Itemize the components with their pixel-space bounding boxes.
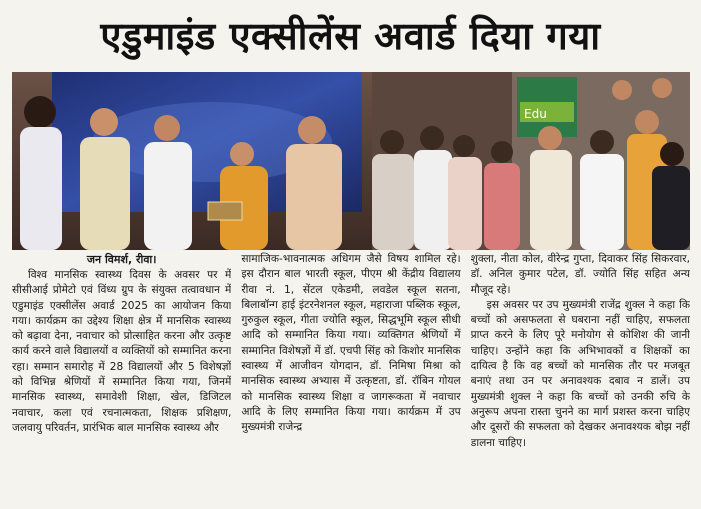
banner-text: Edu xyxy=(524,107,547,121)
paragraph: शुक्ला, नीता कोल, वीरेन्द्र गुप्ता, दिवाकर सिंह सिकरवार, डॉ. अनिल कुमार पटेल, डॉ. ज्योति सिंह सहित अन्य मौजूद रहे। xyxy=(470,253,690,296)
award-ceremony-photo xyxy=(12,72,690,250)
column-3 xyxy=(471,252,690,502)
column-1 xyxy=(12,252,231,502)
column-2 xyxy=(241,252,460,502)
paragraph: इस अवसर पर उप मुख्यमंत्री राजेंद्र शुक्ल ने कहा कि बच्चों को असफलता से घबराना नहीं चाहिए, सफलता प्राप्त करने के लिए पूरे मनोयोग से कोशिश की जानी चाहिए। उन्होंने कहा कि अभिभावकों व शिक्षकों का दायित्व है कि वह बच्चों को मानसिक तौर पर मजबूत बनाएं तथा उन पर अनावश्यक दबाव न डालें। उप मुख्यमंत्री शुक्ल ने कहा कि बच्चों को उनकी रुचि के अनुरूप अपना रास्ता चुनने का मार्ग प्रशस्त करना चाहिए और दूसरों की सफलता को देखकर अनावश्यक बोझ नहीं डालना चाहिए। xyxy=(470,298,690,449)
paragraph: सामाजिक-भावनात्मक अधिगम जैसे विषय शामिल रहे। इस दौरान बाल भारती स्कूल, पीएम श्री केंद्रीय विद्यालय रीवा नं. 1, सेंटल एकेडमी, लवडेल स्कूल सतना, बिलाबॉन्ग हाई इंटरनेशनल स्कूल, महाराजा पब्लिक स्कूल, गुरुकुल स्कूल, गीता ज्योति स्कूल, सिद्धभूमि स्कूल सीधी आदि को सम्मानित किया गया। व्यक्तिगत श्रेणियों में सम्मानित विशेषज्ञों में डॉ. एचपी सिंह को किशोर मानसिक स्वास्थ्य में आजीवन योगदान, डॉ. निमिषा मिश्रा को मानसिक स्वास्थ्य अभ्यास में उत्कृष्टता, डॉ. रॉबिन गोयल को मानसिक स्वास्थ्य शिक्षा व जागरूकता में नवाचार आदि के लिए सम्मानित किया गया। कार्यक्रम में उप मुख्यमंत्री राजेन्द्र xyxy=(241,253,461,434)
paragraph: विश्व मानसिक स्वास्थ्य दिवस के अवसर पर में सीसीआई प्रोमेटो एवं विंध्य ग्रुप के संयुक्त तत्वावधान में एडुमाइंड एक्सीलेंस अवार्ड 2025 का आयोजन किया गया। कार्यक्रम का उद्देश्य शिक्षा क्षेत्र में मानसिक स्वास्थ्य को बढ़ावा देना, नवाचार को प्रोत्साहित करना और उत्कृष्ट कार्य करने वाले विद्यालयों व व्यक्तियों को सम्मानित करना रहा। सम्मान समारोह में 28 विद्यालयों और 5 विशेषज्ञों को विभिन्न श्रेणियों में सम्मानित किया गया, जिनमें मानसिक स्वास्थ्य, समावेशी शिक्षा, खेल, डिजिटल नवाचार, कला एवं रचनात्मकता, शिक्षक प्रशिक्षण, जलवायु परिवर्तन, प्रारंभिक बाल मानसिक स्वास्थ्य और xyxy=(12,269,232,434)
headline: एडुमाइंड एक्सीलेंस अवार्ड दिया गया xyxy=(100,14,601,58)
article-body xyxy=(12,252,690,502)
byline: जन विमर्श, रीवा। xyxy=(86,253,157,266)
